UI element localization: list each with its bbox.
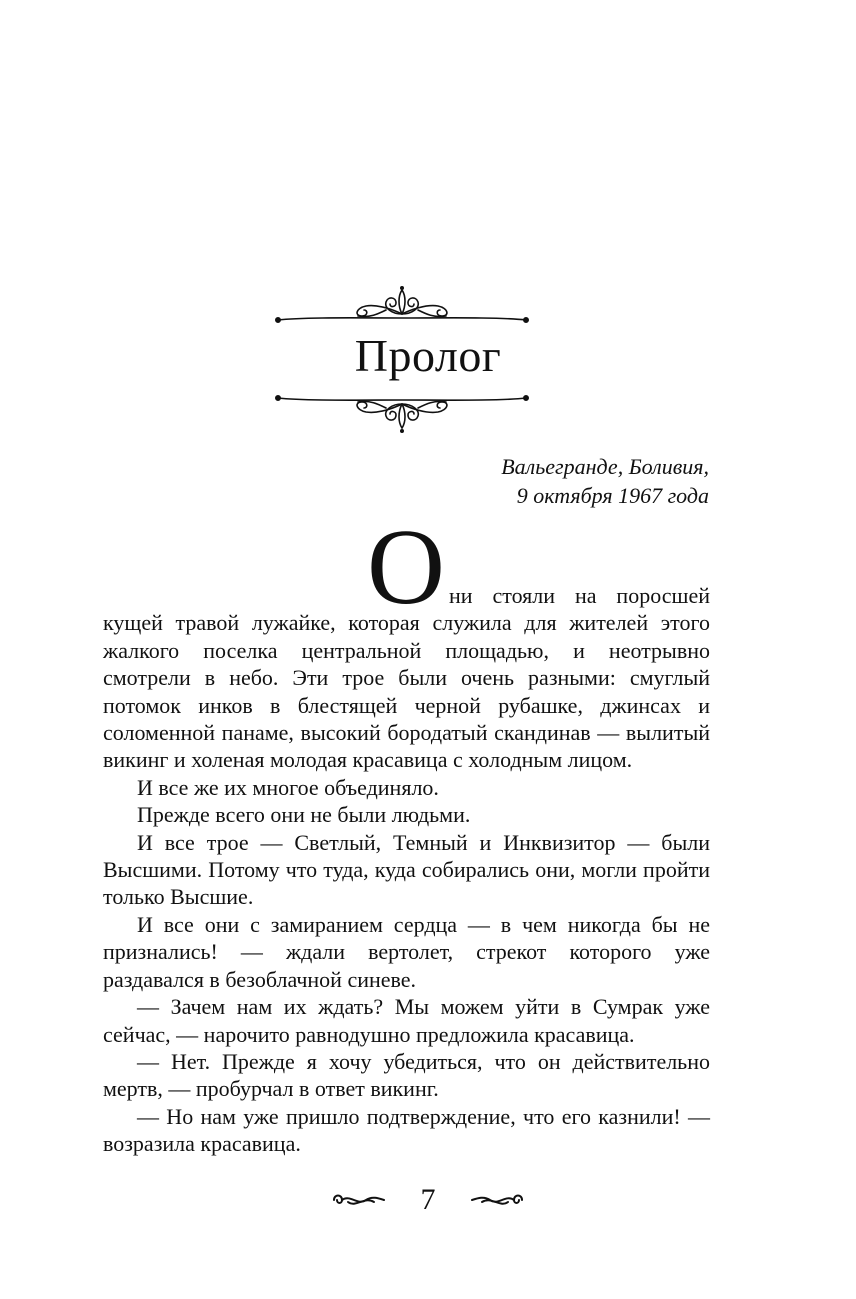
right-swirl-icon xyxy=(470,1188,528,1212)
page-footer xyxy=(328,1180,528,1220)
page-number: 7 xyxy=(420,1183,436,1216)
paragraph-4: И все трое — Светлый, Темный и Инквизитор — были Высшими. Потому что туда, куда собирались они, могли пройти только Высшие. xyxy=(103,829,710,910)
chapter-title: Пролог xyxy=(354,330,502,381)
epigraph-place: Вальегранде, Боливия, xyxy=(501,454,709,479)
paragraph-1-text: ни стояли на поросшей кущей травой лужайке, которая служила для жителей этого жалкого поселка центральной площадью, и неотрывно смотрели в небо. Эти трое были очень разными: смуглый потомок инков в блестящей черной рубашке, джинсах и соломенной панаме, высокий бородатый скандинав — вылитый викинг и холеная молодая красавица с холодным лицом. xyxy=(103,583,710,773)
paragraph-3: Прежде всего они не были людьми. xyxy=(137,802,471,828)
epigraph-date: 9 октября 1967 года xyxy=(516,483,709,508)
paragraph-5: И все они с замиранием сердца — в чем никогда бы не признались! — ждали вертолет, стрекот которого уже раздавался в безоблачной синеве. xyxy=(103,911,710,992)
bottom-ornament-divider xyxy=(274,394,530,434)
paragraph-2: И все же их многое объединяло. xyxy=(137,774,439,800)
paragraph-7: — Нет. Прежде я хочу убедиться, что он действительно мертв, — пробурчал в ответ викинг. xyxy=(103,1048,710,1102)
drop-cap: О xyxy=(367,508,445,627)
top-ornament-divider xyxy=(274,284,530,324)
paragraph-8: — Но нам уже пришло подтверждение, что его казнили! — возразила красавица. xyxy=(103,1103,710,1157)
paragraph-6: — Зачем нам их ждать? Мы можем уйти в Сумрак уже сейчас, — нарочито равнодушно предложила красавица. xyxy=(103,994,710,1047)
paragraph-1 xyxy=(103,508,710,774)
body-text xyxy=(103,508,710,1158)
epigraph xyxy=(501,452,709,510)
